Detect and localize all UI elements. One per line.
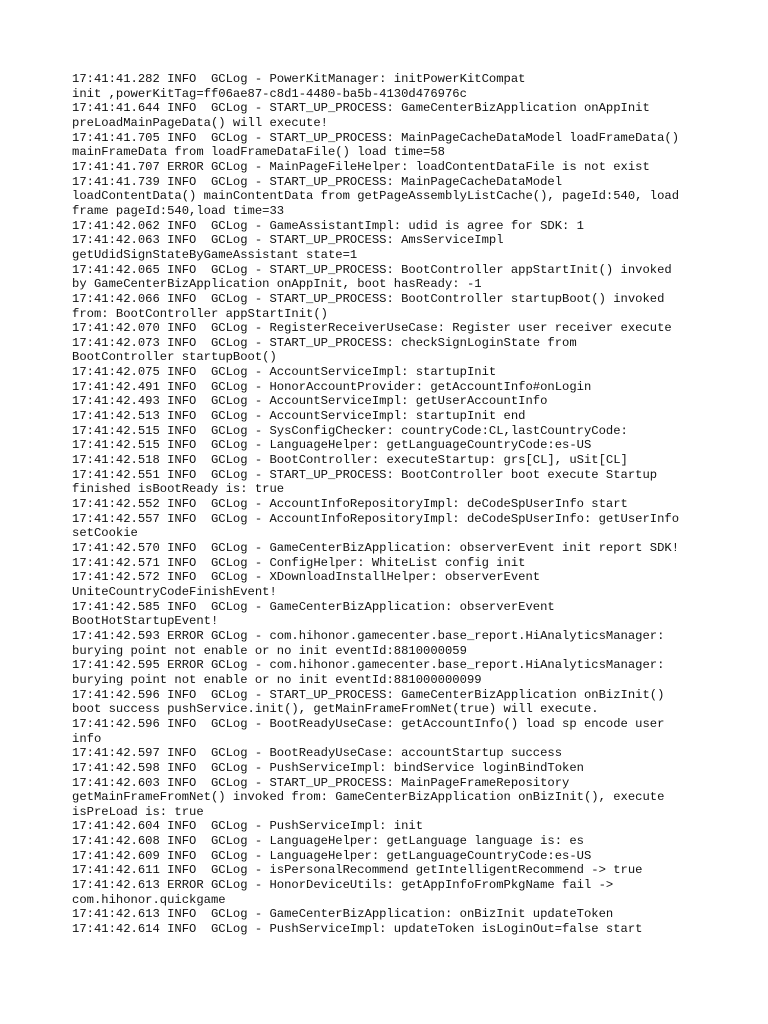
log-line: 17:41:41.739 INFO GCLog - START_UP_PROCESS: MainPageCacheDataModel (72, 174, 563, 189)
log-line: burying point not enable or no init eventId:881000000099 (72, 672, 482, 687)
log-line: 17:41:42.608 INFO GCLog - LanguageHelper: getLanguage language is: es (72, 834, 584, 849)
log-line: boot success pushService.init(), getMainFrameFromNet(true) will execute. (72, 702, 599, 717)
log-line: 17:41:42.075 INFO GCLog - AccountServiceImpl: startupInit (72, 365, 497, 380)
log-line: BootController startupBoot() (72, 350, 277, 365)
log-line: 17:41:42.596 INFO GCLog - BootReadyUseCase: getAccountInfo() load sp encode user (72, 716, 665, 731)
log-line: 17:41:41.644 INFO GCLog - START_UP_PROCESS: GameCenterBizApplication onAppInit (72, 101, 650, 116)
log-line: 17:41:42.551 INFO GCLog - START_UP_PROCESS: BootController boot execute Startup (72, 467, 658, 482)
log-line: 17:41:42.518 INFO GCLog - BootController: executeStartup: grs[CL], uSit[CL] (72, 453, 628, 468)
log-line: setCookie (72, 526, 138, 541)
log-line: 17:41:42.593 ERROR GCLog - com.hihonor.gamecenter.base_report.HiAnalyticsManager: (72, 628, 665, 643)
log-line: 17:41:42.596 INFO GCLog - START_UP_PROCESS: GameCenterBizApplication onBizInit() (72, 687, 665, 702)
log-line: info (72, 731, 102, 746)
log-line: 17:41:42.613 ERROR GCLog - HonorDeviceUtils: getAppInfoFromPkgName fail -> (72, 878, 614, 893)
log-line: 17:41:42.070 INFO GCLog - RegisterReceiverUseCase: Register user receiver execute (72, 321, 672, 336)
log-line: 17:41:42.570 INFO GCLog - GameCenterBizApplication: observerEvent init report SDK! (72, 541, 680, 555)
log-line: preLoadMainPageData() will execute! (72, 115, 328, 130)
log-line: 17:41:42.062 INFO GCLog - GameAssistantImpl: udid is agree for SDK: 1 (72, 218, 584, 233)
log-line: 17:41:42.515 INFO GCLog - SysConfigChecker: countryCode:CL,lastCountryCode: (72, 423, 628, 438)
log-line: isPreLoad is: true (72, 804, 204, 819)
log-line: 17:41:42.613 INFO GCLog - GameCenterBizApplication: onBizInit updateToken (72, 907, 614, 922)
log-line: 17:41:42.603 INFO GCLog - START_UP_PROCESS: MainPageFrameRepository (72, 775, 570, 790)
log-line: 17:41:42.614 INFO GCLog - PushServiceImpl: updateToken isLoginOut=false start (72, 922, 643, 937)
log-line: 17:41:41.282 INFO GCLog - PowerKitManager: initPowerKitCompat (72, 72, 526, 86)
log-line: 17:41:41.705 INFO GCLog - START_UP_PROCESS: MainPageCacheDataModel loadFrameData() (72, 130, 680, 145)
log-line: by GameCenterBizApplication onAppInit, boot hasReady: -1 (72, 277, 482, 292)
log-line: 17:41:42.609 INFO GCLog - LanguageHelper: getLanguageCountryCode:es-US (72, 848, 592, 863)
log-line: getUdidSignStateByGameAssistant state=1 (72, 247, 358, 262)
log-line: 17:41:42.493 INFO GCLog - AccountServiceImpl: getUserAccountInfo (72, 394, 548, 409)
log-text-block (72, 72, 712, 937)
log-line: BootHotStartupEvent! (72, 614, 219, 629)
log-line: getMainFrameFromNet() invoked from: GameCenterBizApplication onBizInit(), execute (72, 790, 665, 805)
log-line: 17:41:42.513 INFO GCLog - AccountServiceImpl: startupInit end (72, 409, 526, 424)
log-line: init ,powerKitTag=ff06ae87-c8d1-4480-ba5b-4130d476976c (72, 86, 467, 101)
log-line: 17:41:42.515 INFO GCLog - LanguageHelper: getLanguageCountryCode:es-US (72, 438, 592, 453)
log-line: mainFrameData from loadFrameDataFile() load time=58 (72, 145, 445, 160)
log-line: 17:41:42.595 ERROR GCLog - com.hihonor.gamecenter.base_report.HiAnalyticsManager: (72, 658, 665, 673)
log-line: 17:41:42.611 INFO GCLog - isPersonalRecommend getIntelligentRecommend -> true (72, 863, 643, 878)
log-line: 17:41:41.707 ERROR GCLog - MainPageFileHelper: loadContentDataFile is not exist (72, 159, 650, 174)
log-line: UniteCountryCodeFinishEvent! (72, 584, 277, 599)
log-line: 17:41:42.585 INFO GCLog - GameCenterBizApplication: observerEvent (72, 599, 555, 614)
log-line: finished isBootReady is: true (72, 482, 285, 497)
log-line: 17:41:42.552 INFO GCLog - AccountInfoRepositoryImpl: deCodeSpUserInfo start (72, 497, 628, 512)
log-line: com.hihonor.quickgame (72, 892, 226, 907)
log-line: 17:41:42.572 INFO GCLog - XDownloadInstallHelper: observerEvent (72, 570, 541, 585)
log-line: 17:41:42.571 INFO GCLog - ConfigHelper: WhiteList config init (72, 555, 526, 570)
log-line: 17:41:42.066 INFO GCLog - START_UP_PROCESS: BootController startupBoot() invoked (72, 291, 665, 306)
log-line: burying point not enable or no init eventId:8810000059 (72, 643, 467, 658)
log-line: 17:41:42.065 INFO GCLog - START_UP_PROCESS: BootController appStartInit() invoked (72, 262, 672, 277)
log-line: 17:41:42.063 INFO GCLog - START_UP_PROCESS: AmsServiceImpl (72, 233, 504, 248)
log-line: 17:41:42.604 INFO GCLog - PushServiceImpl: init (72, 819, 424, 834)
log-line: 17:41:42.598 INFO GCLog - PushServiceImpl: bindService loginBindToken (72, 760, 584, 775)
log-line: 17:41:42.557 INFO GCLog - AccountInfoRepositoryImpl: deCodeSpUserInfo: getUserInfo (72, 511, 680, 526)
log-line: 17:41:42.597 INFO GCLog - BootReadyUseCase: accountStartup success (72, 746, 563, 761)
log-line: 17:41:42.491 INFO GCLog - HonorAccountProvider: getAccountInfo#onLogin (72, 379, 592, 394)
log-line: frame pageId:540,load time=33 (72, 203, 285, 218)
log-line: 17:41:42.073 INFO GCLog - START_UP_PROCESS: checkSignLoginState from (72, 335, 577, 350)
log-line: loadContentData() mainContentData from getPageAssemblyListCache(), pageId:540, load (72, 189, 680, 204)
log-line: from: BootController appStartInit() (72, 306, 328, 321)
